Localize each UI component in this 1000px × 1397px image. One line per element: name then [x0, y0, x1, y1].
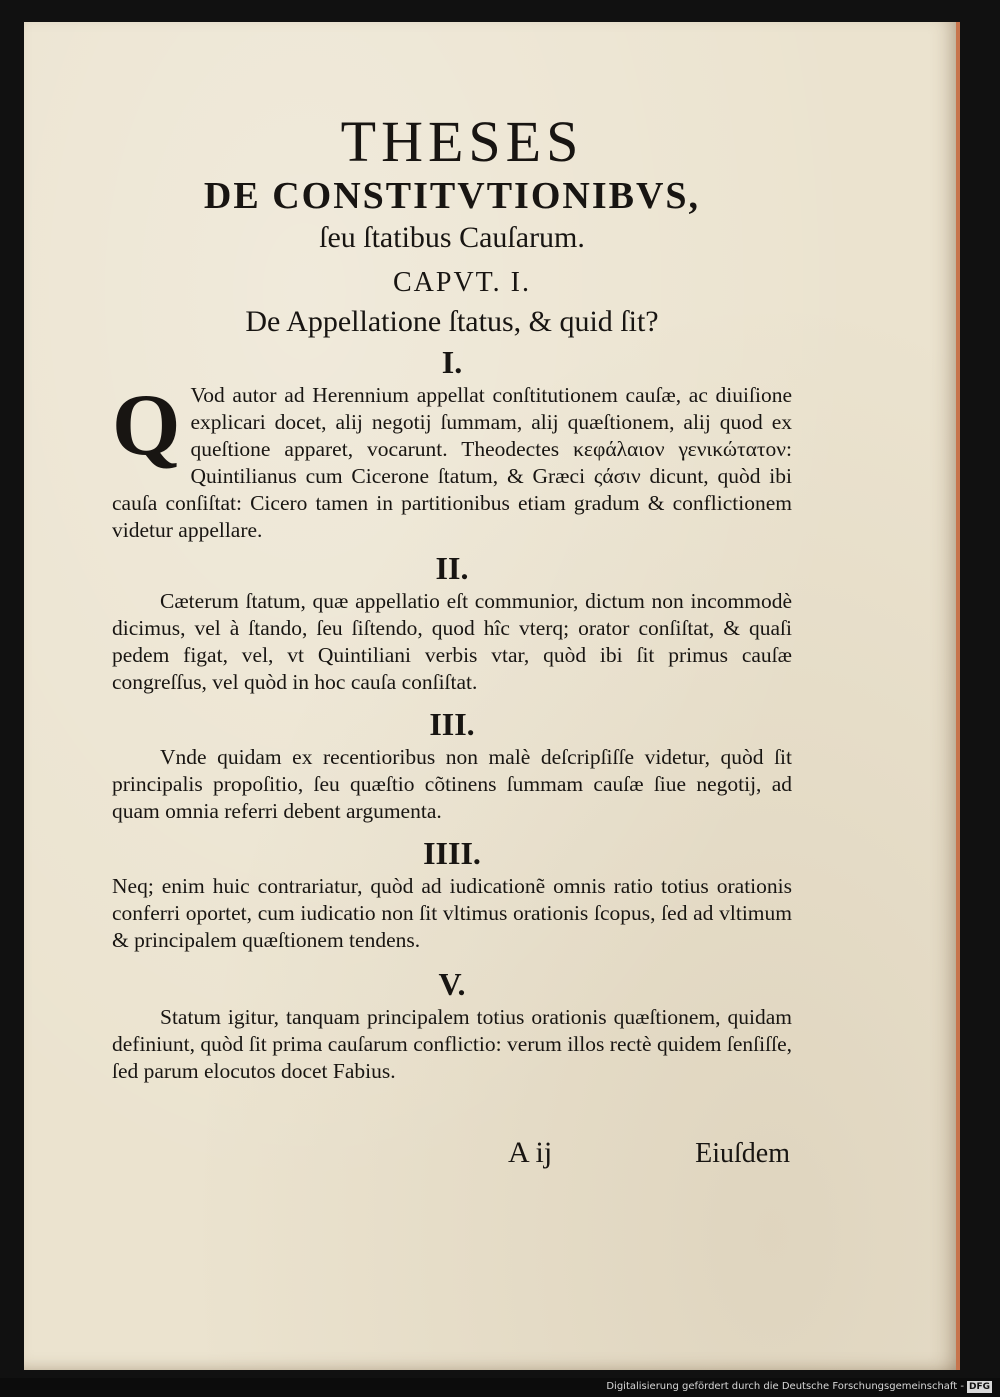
digitization-credit — [606, 1381, 992, 1393]
section-number: I. — [441, 344, 463, 380]
page-subtitle: DE CONSTITVTIONIBVS, — [203, 175, 701, 217]
page-subtitle-2: ſeu ſtatibus Cauſarum. — [319, 221, 585, 254]
section-paragraph: Neq; enim huic contrariatur, quòd ad iudicationẽ omnis ratio totius orationis conferri oportet, cum iudicatio non ſit vltimus orationis ſcopus, ſed ad vltimum & principalem quæſtionem tendens. — [112, 874, 792, 952]
section-paragraph: Cæterum ſtatum, quæ appellatio eſt communior, dictum non incommodè dicimus, vel à ſtando, ſeu ſiſtendo, quod hîc vterq; orator conſiſtat, & quaſi pedem figat, vel, vt Quintiliani verbis vtar, quòd ibi ſit primus cauſæ congreſſus, vel quòd in hoc cauſa conſiſtat. — [112, 589, 792, 694]
section-number: II. — [435, 550, 469, 586]
page-title: THESES — [340, 109, 584, 174]
page-text — [112, 110, 792, 1085]
section-number: V. — [438, 966, 466, 1002]
chapter-title: De Appellatione ſtatus, & quid ſit? — [245, 305, 659, 338]
section-paragraph — [112, 377, 792, 544]
paragraph-text: Vod autor ad Herennium appellat conſtitutionem cauſæ, ac diuiſione explicari docet, alij negotij ſummam, alij quæſtionem, alij quod ex queſtione apparet, vocarunt. Theodectes κεφάλαιον γενικώτατον: Quintilianus cum Cicerone ſtatum, & Græci ςάσιν dicunt, quòd ibi cauſa conſiſtat: Cicero tamen in partitionibus etiam gradum & conflictionem videtur appellare. — [112, 383, 792, 542]
chapter-heading: CAPVT. I. — [392, 267, 532, 298]
drop-cap: Q — [112, 377, 181, 474]
page-edge — [956, 22, 960, 1370]
page-footer — [112, 1136, 792, 1176]
section-paragraph: Statum igitur, tanquam principalem totius orationis quæſtionem, quidam definiunt, quòd ſit prima cauſarum conflictio: verum illos rectè quidem ſenſiſſe, ſed parum elocutos docet Fabius. — [112, 1005, 792, 1083]
section-paragraph: Vnde quidam ex recentioribus non malè deſcripſiſſe videtur, quòd ſit principalis propoſitio, ſeu quæſtio cõtinens ſummam cauſæ ſiue negotij, ad quam omnia referri debent argumenta. — [112, 745, 792, 823]
signature-mark: A ij — [508, 1136, 553, 1169]
dfg-logo: DFG — [968, 1382, 990, 1392]
section-number: III. — [429, 706, 475, 742]
catchword: Eiuſdem — [695, 1138, 790, 1169]
section-number: IIII. — [423, 835, 481, 871]
credit-text: Digitalisierung gefördert durch die Deutsche Forschungsgemeinschaft - — [606, 1381, 964, 1392]
